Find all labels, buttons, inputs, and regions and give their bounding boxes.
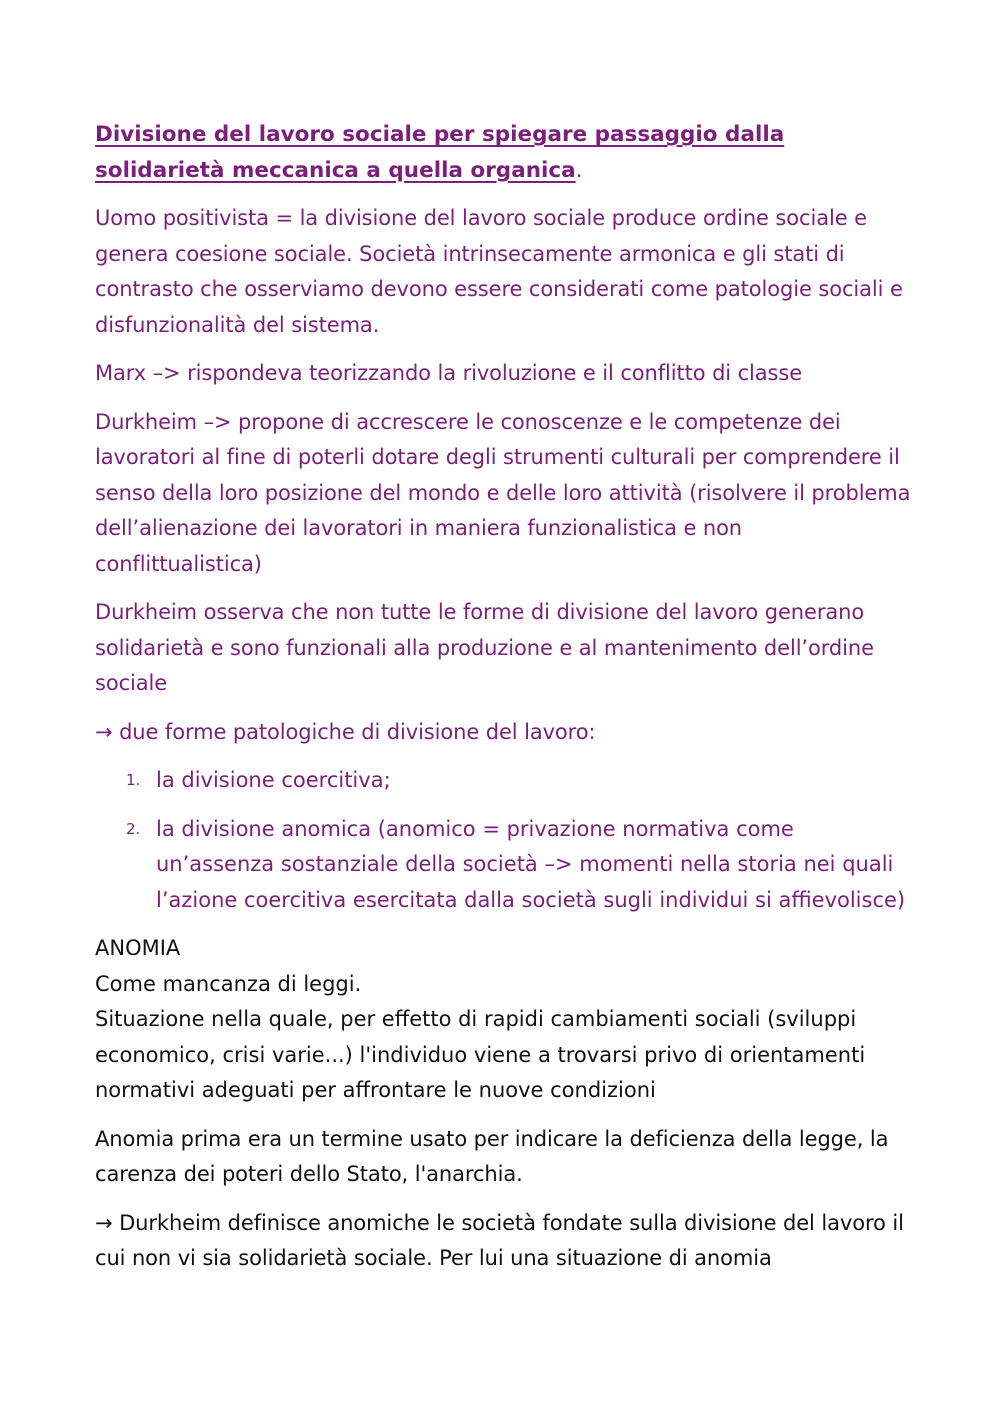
- title-trailing-period: .: [575, 157, 583, 183]
- list-item-number: 1.: [126, 771, 141, 789]
- anomia-heading: ANOMIA: [95, 936, 181, 960]
- paragraph-durkheim-proposal: Durkheim –> propone di accrescere le conoscenze e le competenze dei lavoratori al fine di poterli dotare degli strumenti culturali per comprendere il senso della loro posizione del mondo e delle loro attività (risolvere il problema dell’alienazione dei lavoratori in maniera funzionalistica e non conflittualistica): [95, 409, 911, 576]
- paragraph-durkheim-anomic-societies: → Durkheim definisce anomiche le società fondate sulla divisione del lavoro il cui non vi sia solidarietà sociale. Per lui una situazione di anomia: [95, 1210, 904, 1270]
- document-title: [95, 117, 915, 188]
- paragraph-positivist-view: Uomo positivista = la divisione del lavoro sociale produce ordine sociale e genera coesione sociale. Società intrinsecamente armonica e gli stati di contrasto che osserviamo devono essere considerati come patologie sociali e disfunzionalità del sistema.: [95, 206, 903, 337]
- list-item-number: 2.: [126, 819, 141, 838]
- anomia-definition-line: Come mancanza di leggi.: [95, 971, 362, 996]
- list-item-text: la divisione coercitiva;: [156, 768, 391, 792]
- title-underlined-text: Divisione del lavoro sociale per spiegare passaggio dalla solidarietà meccanica a quella organica: [95, 122, 785, 183]
- list-item: [95, 763, 915, 799]
- anomia-situation-text: Situazione nella quale, per effetto di rapidi cambiamenti sociali (sviluppi economico, crisi varie...) l'individuo viene a trovarsi privo di orientamenti normativi adeguati per affrontare le nuove condizioni: [95, 1007, 866, 1102]
- paragraph-pathological-forms: → due forme patologiche di divisione del lavoro:: [95, 719, 596, 744]
- list-item-text: la divisione anomica (anomico = privazione normativa come un’assenza sostanziale della società –> momenti nella storia nei quali l’azione coercitiva esercitata dalla società sugli individui si affievolisce): [156, 816, 906, 912]
- paragraph-anomia-history: Anomia prima era un termine usato per indicare la deficienza della legge, la carenza dei poteri dello Stato, l'anarchia.: [95, 1126, 889, 1186]
- list-item: [95, 812, 915, 919]
- pathological-forms-list: [95, 763, 915, 918]
- anomia-section: [95, 931, 915, 1109]
- paragraph-marx: Marx –> rispondeva teorizzando la rivoluzione e il conflitto di classe: [95, 361, 803, 385]
- document-page: [95, 117, 915, 1290]
- paragraph-durkheim-observation: Durkheim osserva che non tutte le forme di divisione del lavoro generano solidarietà e sono funzionali alla produzione e al mantenimento dell’ordine sociale: [95, 600, 874, 695]
